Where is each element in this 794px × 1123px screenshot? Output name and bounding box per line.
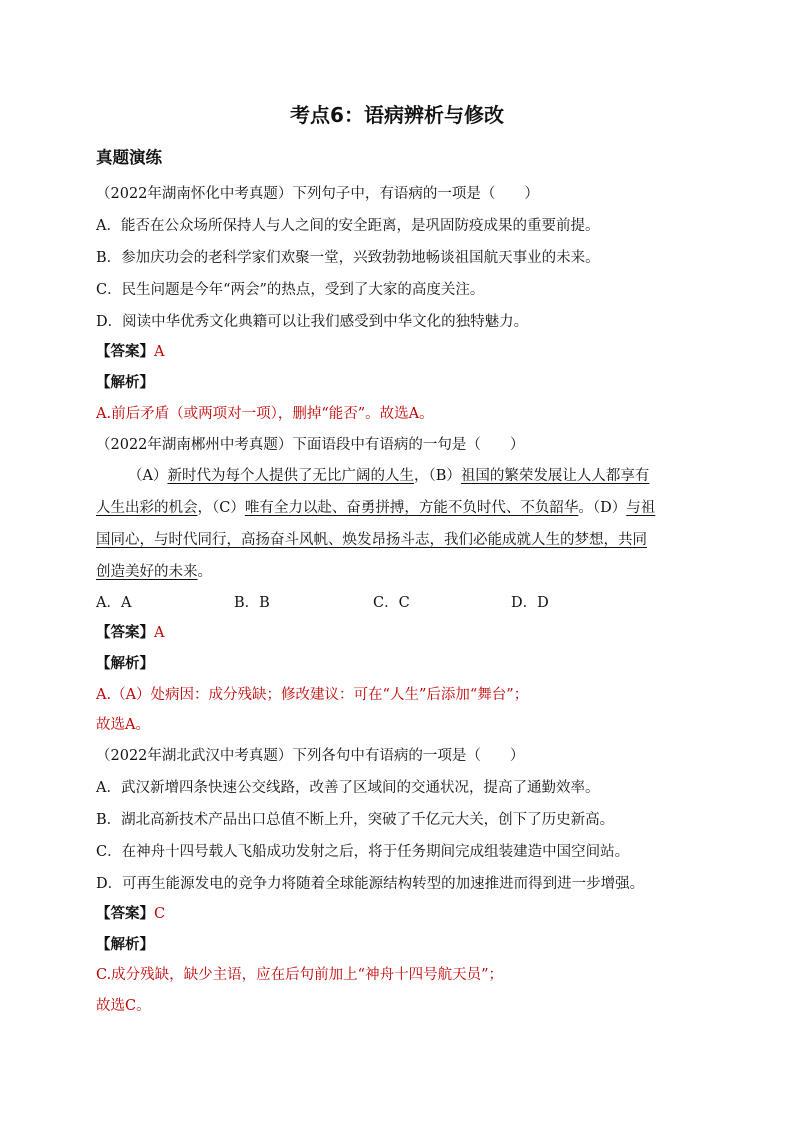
q3-answer xyxy=(96,903,706,925)
passage-marker-c: ，（C） xyxy=(197,500,245,516)
q2-option-b: B．B xyxy=(234,595,270,611)
q3-analysis-label xyxy=(96,934,706,956)
passage-period: 。 xyxy=(197,564,212,580)
section-heading: 真题演练 xyxy=(96,148,162,167)
passage-sentence-b-part: 祖国的繁荣发展让人人都享有 xyxy=(460,468,650,484)
q1-option-c: C．民生问题是今年“两会”的热点，受到了大家的高度关注。 xyxy=(96,282,485,298)
analysis-label: 【解析】 xyxy=(96,375,154,391)
page-title: 考点6：语病辨析与修改 xyxy=(290,103,504,127)
q2-answer xyxy=(96,622,706,644)
answer-label: 【答案】 xyxy=(96,625,154,641)
q2-passage-line-3 xyxy=(96,529,706,551)
q1-analysis-label xyxy=(96,372,706,394)
answer-value: A xyxy=(154,344,165,360)
q3-option-b: B．湖北高新技术产品出口总值不断上升，突破了千亿元大关，创下了历史新高。 xyxy=(96,812,615,828)
q1-answer xyxy=(96,341,706,363)
q2-analysis-conclusion: 故选A。 xyxy=(96,717,150,733)
q2-analysis-label xyxy=(96,653,706,675)
q2-option-c: C．C xyxy=(373,595,410,611)
passage-marker-b: ，（B） xyxy=(413,468,461,484)
q2-stem: （2022年湖南郴州中考真题）下面语段中有语病的一句是（ ） xyxy=(96,437,525,453)
passage-sentence-c: 唯有全力以赴、奋勇拼搏，方能不负时代、不负韶华 xyxy=(244,500,579,516)
q2-options xyxy=(96,592,706,614)
passage-marker-a: （A） xyxy=(128,468,168,484)
q2-option-a: A．A xyxy=(96,595,132,611)
q2-analysis-text: A.（A）处病因：成分残缺；修改建议：可在“人生”后添加“舞台”； xyxy=(96,687,529,703)
q1-option-b: B．参加庆功会的老科学家们欢聚一堂，兴致勃勃地畅谈祖国航天事业的未来。 xyxy=(96,250,600,266)
passage-sentence-d-mid: 国同心，与时代同行，高扬奋斗风帆、焕发昂扬斗志，我们必能成就人生的梦想，共同 xyxy=(96,532,647,548)
passage-sentence-b-end: 人生出彩的机会 xyxy=(96,500,198,516)
q3-option-d: D．可再生能源发电的竞争力将随着全球能源结构转型的加速推进而得到进一步增强。 xyxy=(96,876,645,892)
q3-option-c: C．在神舟十四号载人飞船成功发射之后，将于任务期间完成组装建造中国空间站。 xyxy=(96,844,630,860)
q1-option-a: A．能否在公众场所保持人与人之间的安全距离，是巩固防疫成果的重要前提。 xyxy=(96,218,600,234)
answer-label: 【答案】 xyxy=(96,906,154,922)
q3-analysis-text: C.成分残缺，缺少主语，应在后句前加上“神舟十四号航天员”； xyxy=(96,967,504,983)
q2-option-d: D．D xyxy=(511,595,549,611)
q1-stem: （2022年湖南怀化中考真题）下列句子中，有语病的一项是（ ） xyxy=(96,186,539,202)
passage-sentence-d-start: 与祖 xyxy=(626,500,656,516)
passage-sentence-d-end: 创造美好的未来 xyxy=(96,564,198,580)
answer-value: C xyxy=(154,906,166,922)
analysis-label: 【解析】 xyxy=(96,937,154,953)
analysis-label: 【解析】 xyxy=(96,656,154,672)
q2-passage-line-4 xyxy=(96,561,706,583)
q2-passage-line-2 xyxy=(96,497,706,519)
answer-label: 【答案】 xyxy=(96,344,154,360)
passage-marker-d: 。（D） xyxy=(578,500,627,516)
q1-analysis-text: A.前后矛盾（或两项对一项），删掉“能否”。故选A。 xyxy=(96,406,434,422)
q3-option-a: A．武汉新增四条快速公交线路，改善了区域间的交通状况，提高了通勤效率。 xyxy=(96,780,600,796)
q3-analysis-conclusion: 故选C。 xyxy=(96,998,151,1014)
answer-value: A xyxy=(154,625,165,641)
q3-stem: （2022年湖北武汉中考真题）下列各句中有语病的一项是（ ） xyxy=(96,748,525,764)
q1-option-d: D．阅读中华优秀文化典籍可以让我们感受到中华文化的独特魅力。 xyxy=(96,314,529,330)
passage-sentence-a: 新时代为每个人提供了无比广阔的人生 xyxy=(167,468,414,484)
q2-passage-line-1 xyxy=(128,465,708,487)
